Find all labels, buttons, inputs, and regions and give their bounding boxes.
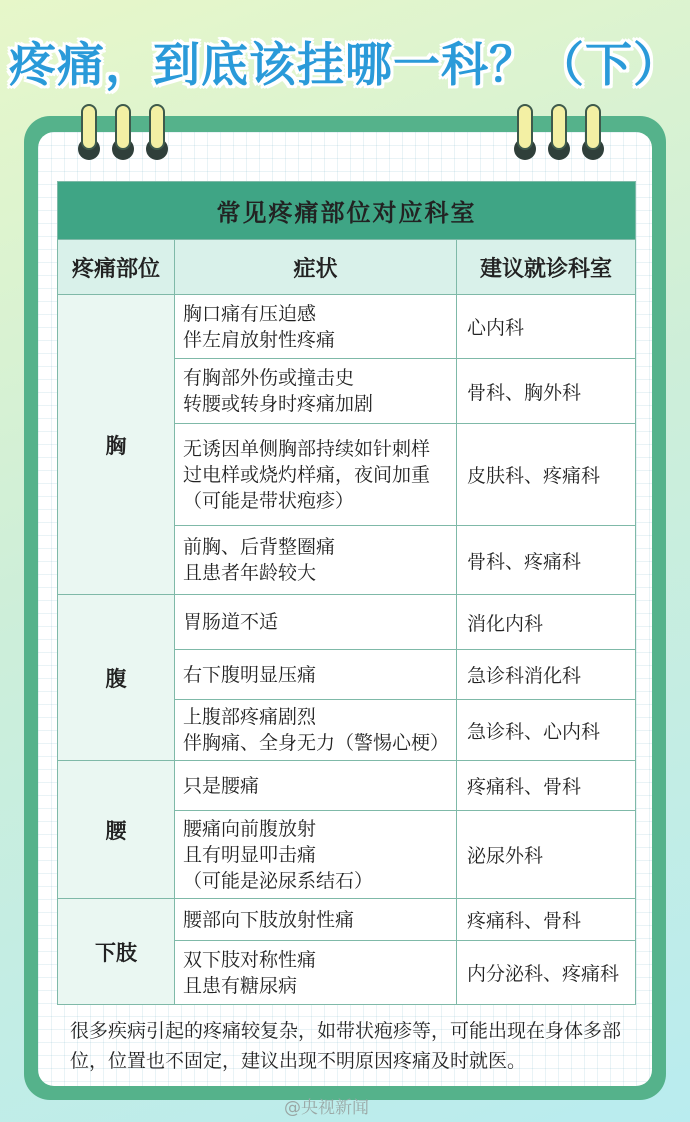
symptom-line: （可能是泌尿系结石） — [183, 869, 374, 892]
region-chest: 胸 — [58, 295, 175, 595]
department-cell: 内分泌科、疼痛科 — [457, 941, 636, 1005]
symptom-cell — [175, 761, 457, 811]
symptom-cell — [175, 811, 457, 899]
symptom-line: 且患者年龄较大 — [183, 562, 317, 584]
header-symptom: 症状 — [175, 240, 457, 295]
symptom-line: 前胸、后背整圈痛 — [183, 536, 336, 558]
symptom-line: 双下肢对称性痛 — [183, 948, 317, 971]
symptom-line: 胸口痛有压迫感 — [183, 302, 317, 325]
department-cell: 骨科、胸外科 — [457, 359, 636, 424]
department-cell: 消化内科 — [457, 595, 636, 650]
symptom-cell — [175, 359, 457, 424]
binder-ring-icon — [548, 104, 570, 160]
symptom-line: 过电样或烧灼样痛，夜间加重 — [183, 463, 431, 486]
symptom-cell — [175, 526, 457, 595]
table-row — [58, 899, 636, 941]
department-cell: 骨科、疼痛科 — [457, 526, 636, 595]
symptom-line: 有胸部外伤或撞击史 — [183, 367, 355, 389]
symptom-line: 右下腹明显压痛 — [183, 663, 317, 686]
binder-ring-icon — [146, 104, 168, 160]
symptom-line: 腰痛向前腹放射 — [183, 817, 317, 840]
symptom-line: 胃肠道不适 — [183, 611, 279, 633]
symptom-line: 且患有糖尿病 — [183, 974, 298, 997]
symptom-cell — [175, 899, 457, 941]
symptom-cell — [175, 295, 457, 359]
symptom-cell — [175, 424, 457, 526]
watermark: @央视新闻 — [284, 1098, 369, 1118]
symptom-line: 转腰或转身时疼痛加剧 — [183, 393, 374, 415]
symptom-cell — [175, 595, 457, 650]
binder-ring-icon — [514, 104, 536, 160]
symptom-line: （可能是带状疱疹） — [183, 489, 355, 512]
table-row — [58, 295, 636, 359]
footer-note: 很多疾病引起的疼痛较复杂，如带状疱疹等，可能出现在身体多部位，位置也不固定，建议出现不明原因疼痛及时就医。 — [70, 1020, 622, 1072]
header-region: 疼痛部位 — [58, 240, 175, 295]
department-cell: 急诊科消化科 — [457, 650, 636, 700]
header-department: 建议就诊科室 — [457, 240, 636, 295]
table-row — [58, 761, 636, 811]
symptom-cell — [175, 941, 457, 1005]
department-cell: 疼痛科、骨科 — [457, 761, 636, 811]
table-row — [58, 595, 636, 650]
department-cell: 急诊科、心内科 — [457, 700, 636, 761]
symptom-line: 只是腰痛 — [183, 774, 260, 797]
table-caption: 常见疼痛部位对应科室 — [58, 182, 636, 240]
department-cell: 心内科 — [457, 295, 636, 359]
symptom-cell — [175, 650, 457, 700]
pain-department-table — [57, 181, 636, 1005]
symptom-line: 上腹部疼痛剧烈 — [183, 706, 317, 728]
page-title: 疼痛，到底该挂哪一科？（下） — [9, 38, 681, 93]
binder-ring-icon — [582, 104, 604, 160]
region-lower-limbs: 下肢 — [58, 899, 175, 1005]
symptom-line: 腰部向下肢放射性痛 — [183, 908, 355, 931]
binder-ring-icon — [78, 104, 100, 160]
symptom-line: 无诱因单侧胸部持续如针刺样 — [183, 437, 431, 460]
region-waist: 腰 — [58, 761, 175, 899]
department-cell: 皮肤科、疼痛科 — [457, 424, 636, 526]
symptom-line: 伴左肩放射性疼痛 — [183, 328, 336, 351]
symptom-line: 伴胸痛、全身无力（警惕心梗） — [183, 732, 450, 754]
symptom-line: 且有明显叩击痛 — [183, 843, 317, 866]
department-cell: 疼痛科、骨科 — [457, 899, 636, 941]
binder-ring-icon — [112, 104, 134, 160]
region-abdomen: 腹 — [58, 595, 175, 761]
department-cell: 泌尿外科 — [457, 811, 636, 899]
symptom-cell — [175, 700, 457, 761]
